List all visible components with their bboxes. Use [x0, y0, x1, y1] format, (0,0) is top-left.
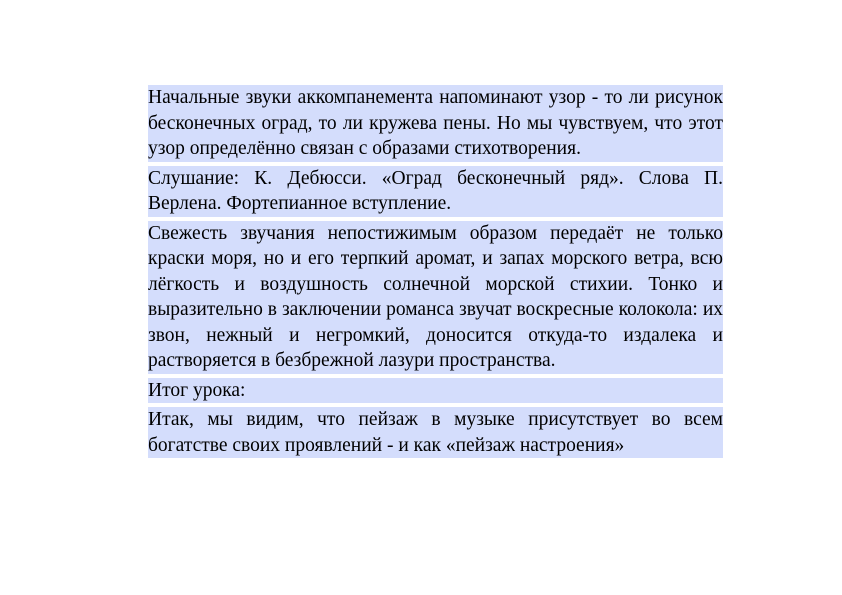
paragraph-freshness: Свежесть звучания непостижимым образом передаёт не только краски моря, но и его терпкий аромат, и запах морского ветра, всю лёгкость и воздушность солнечной морской стихии. Тонко и выразительно в заключении романса звучат воскресные колокола: их звон, нежный и негромкий, доносится откуда-то издалека и растворяется в безбрежной лазури пространства. — [148, 221, 723, 374]
lesson-text-block — [148, 85, 723, 530]
paragraph-accompaniment: Начальные звуки аккомпанемента напоминают узор - то ли рисунок бесконечных оград, то ли кружева пены. Но мы чувствуем, что этот узор определённо связан с образами стихотворения. — [148, 85, 723, 162]
paragraph-listening: Слушание: К. Дебюсси. «Оград бесконечный ряд». Слова П. Верлена. Фортепианное вступление. — [148, 166, 723, 217]
paragraph-conclusion: Итак, мы видим, что пейзаж в музыке присутствует во всем богатстве своих проявлений - и как «пейзаж настроения» — [148, 407, 723, 458]
paragraph-lesson-summary-heading: Итог урока: — [148, 378, 723, 404]
